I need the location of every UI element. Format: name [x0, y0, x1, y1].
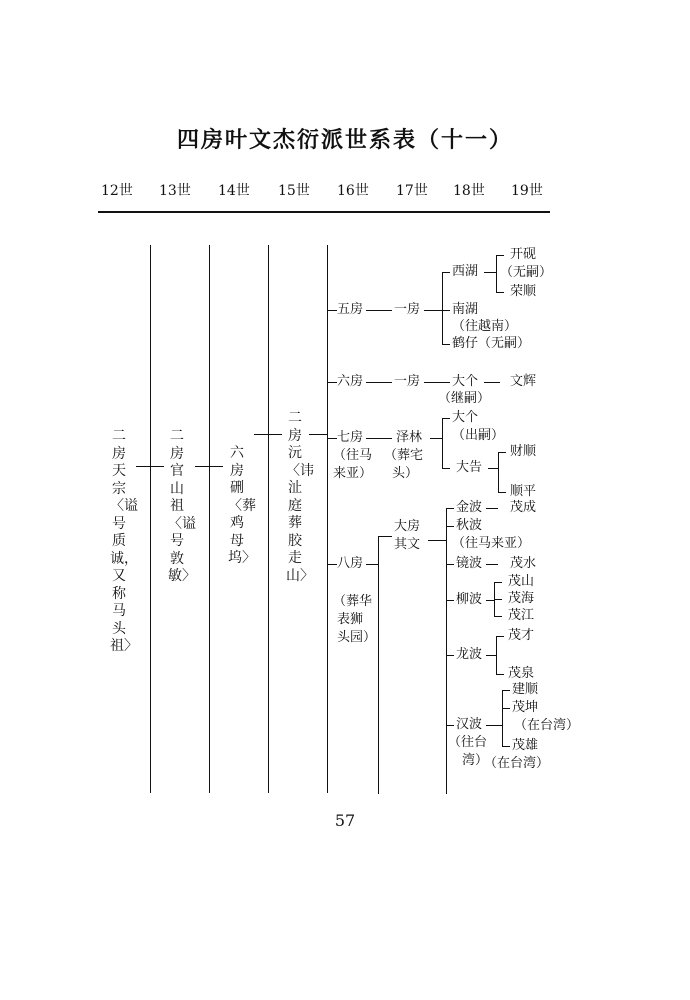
person-gen19-jianshun: 建顺: [512, 682, 539, 697]
note-dage-b: （出嗣）: [452, 428, 505, 443]
person-gen19-kaixian: 开砚: [510, 247, 537, 262]
person-gen19-maoshui: 茂水: [510, 556, 537, 571]
header-rule: [98, 211, 550, 213]
person-gen16-qifang: 七房: [337, 430, 364, 445]
person-gen16-bafang: 八房: [337, 556, 364, 571]
note-qiubo: （往马来亚）: [452, 536, 531, 551]
person-gen12-tianzong: 二房天宗〈谥号质诚，又称马头祖〉: [110, 428, 138, 654]
tick-qiubo: [446, 526, 454, 527]
person-gen18-nanhu: 南湖: [452, 302, 479, 317]
person-gen15-yuan: 二房沅〈讳沚庭葬胶走山〉: [286, 410, 314, 584]
tree-line-gen14: [209, 245, 210, 793]
connector-longbo: [486, 655, 496, 656]
tick-caishun: [498, 452, 506, 453]
person-gen18-dage-a: 大个: [452, 374, 479, 389]
tree-line-bafang: [378, 536, 379, 794]
tick-jingbo: [446, 564, 454, 565]
tick-maohai: [494, 599, 502, 600]
tick-bafang: [327, 564, 337, 565]
person-gen19-maocai: 茂才: [508, 628, 535, 643]
note-zelin-1: （葬宅: [384, 448, 424, 463]
connector-qifang: [366, 438, 392, 439]
person-gen19-maokun: 茂坤: [512, 700, 539, 715]
person-gen17-yifang-a: 一房: [394, 302, 421, 317]
tree-line-gen16: [327, 245, 328, 793]
gen-label-19: 19世: [511, 183, 543, 199]
person-gen17-yifang-b: 一房: [394, 374, 421, 389]
bracket-dagao: [498, 452, 499, 492]
person-gen13-guanshan: 二房官山祖〈谥号敦敏〉: [168, 428, 196, 584]
tick-rongshun: [496, 292, 504, 293]
note-qifang-1: （往马: [333, 448, 373, 463]
connector-bafang: [366, 564, 378, 565]
connector-dage-a: [484, 382, 500, 383]
connector-jingbo: [486, 564, 498, 565]
note-zelin-2: 头）: [392, 466, 419, 481]
bracket-xihu: [496, 255, 497, 292]
person-gen19-maojiang: 茂江: [508, 608, 535, 623]
tick-longbo: [446, 655, 454, 656]
note-hanbo-2: 湾）: [462, 753, 489, 768]
connector-12-13: [136, 466, 164, 467]
tick-shunping: [498, 492, 506, 493]
note-bafang-2: 表狮: [337, 612, 364, 627]
person-gen14-xing: 六房硎〈葬鸡母坞〉: [228, 445, 256, 566]
person-gen18-hezai: 鹤仔（无嗣）: [452, 336, 531, 351]
person-gen18-dage-b: 大个: [452, 410, 479, 425]
tick-qifang: [327, 438, 337, 439]
person-gen18-longbo: 龙波: [456, 647, 483, 662]
tick-maokun: [502, 708, 510, 709]
gen-label-12: 12世: [101, 183, 133, 199]
tick-liufang: [327, 382, 337, 383]
person-gen19-maoquan: 茂泉: [508, 666, 535, 681]
tick-maocai: [496, 636, 504, 637]
person-gen18-xihu: 西湖: [452, 264, 479, 279]
connector-yifang-a: [424, 310, 442, 311]
note-bafang-1: （葬华: [333, 594, 373, 609]
person-gen17-qiwen: 其文: [394, 537, 421, 552]
gen-label-13: 13世: [159, 183, 191, 199]
page-title: 四房叶文杰衍派世系表（十一）: [176, 127, 513, 153]
person-gen17-zelin: 泽林: [396, 430, 423, 445]
bracket-yifang-a: [442, 272, 443, 344]
note-hanbo-1: （往台: [448, 735, 488, 750]
tick-dage2: [442, 418, 450, 419]
tick-jianshun: [502, 690, 510, 691]
connector-liufang: [366, 382, 392, 383]
connector-xihu: [484, 272, 496, 273]
person-gen18-qiubo: 秋波: [456, 518, 483, 533]
person-gen16-liufang: 六房: [337, 374, 364, 389]
person-gen18-jingbo: 镜波: [456, 556, 483, 571]
note-kaixian: （无嗣）: [500, 265, 553, 280]
person-gen19-maocheng: 茂成: [510, 500, 537, 515]
connector-qiwen: [428, 540, 446, 541]
note-dage-a: （继嗣）: [438, 391, 491, 406]
person-gen19-caishun: 财顺: [510, 444, 537, 459]
connector-14-15: [254, 434, 282, 435]
gen-label-18: 18世: [453, 183, 485, 199]
note-qifang-2: 来亚）: [333, 466, 373, 481]
connector-13-14: [195, 466, 223, 467]
note-bafang-3: 头园）: [337, 630, 377, 645]
connector-15-16: [309, 434, 327, 435]
tick-kaixian: [496, 255, 504, 256]
page-number: 57: [334, 811, 356, 830]
connector-zelin: [430, 438, 442, 439]
tick-maoxiong: [502, 746, 510, 747]
note-maokun: （在台湾）: [514, 718, 580, 733]
person-gen19-maoxiong: 茂雄: [512, 738, 539, 753]
gen-label-14: 14世: [218, 183, 250, 199]
connector-jinbo: [486, 508, 498, 509]
person-gen18-liubo: 柳波: [456, 592, 483, 607]
tick-jinbo: [446, 508, 454, 509]
tick-liubo: [446, 600, 454, 601]
tick-maoquan: [496, 674, 504, 675]
tick-wufang: [327, 310, 337, 311]
person-gen19-maohai: 茂海: [508, 591, 535, 606]
person-gen18-jinbo: 金波: [456, 500, 483, 515]
connector-yifang-b: [424, 382, 450, 383]
note-maoxiong: （在台湾）: [484, 756, 550, 771]
bracket-qiwen: [446, 508, 447, 794]
person-gen17-dafang: 大房: [394, 519, 421, 534]
tick-hanbo: [446, 725, 454, 726]
tick-xihu: [442, 272, 450, 273]
tick-nanhu: [442, 310, 450, 311]
gen-label-17: 17世: [396, 183, 428, 199]
bracket-hanbo: [502, 690, 503, 746]
person-gen19-maoshan: 茂山: [508, 574, 535, 589]
tick-hezai: [442, 344, 450, 345]
tree-line-gen15: [268, 245, 269, 793]
tree-line-gen13: [150, 245, 151, 793]
person-gen19-wenhui: 文辉: [510, 374, 537, 389]
person-gen19-shunping: 顺平: [510, 484, 537, 499]
note-nanhu: （往越南）: [452, 319, 518, 334]
gen-label-15: 15世: [278, 183, 310, 199]
person-gen18-hanbo: 汉波: [456, 717, 483, 732]
tick-dafang: [378, 536, 392, 537]
gen-label-16: 16世: [337, 183, 369, 199]
person-gen19-rongshun: 荣顺: [510, 284, 537, 299]
bracket-zelin: [442, 418, 443, 468]
connector-wufang: [366, 310, 392, 311]
tick-maojiang: [494, 616, 502, 617]
bracket-longbo: [496, 636, 497, 674]
tick-maoshan: [494, 582, 502, 583]
tick-dagao: [442, 468, 450, 469]
person-gen16-wufang: 五房: [337, 302, 364, 317]
connector-hanbo: [486, 725, 502, 726]
connector-dagao: [488, 468, 498, 469]
connector-liubo: [486, 600, 494, 601]
person-gen18-dagao: 大告: [456, 460, 483, 475]
